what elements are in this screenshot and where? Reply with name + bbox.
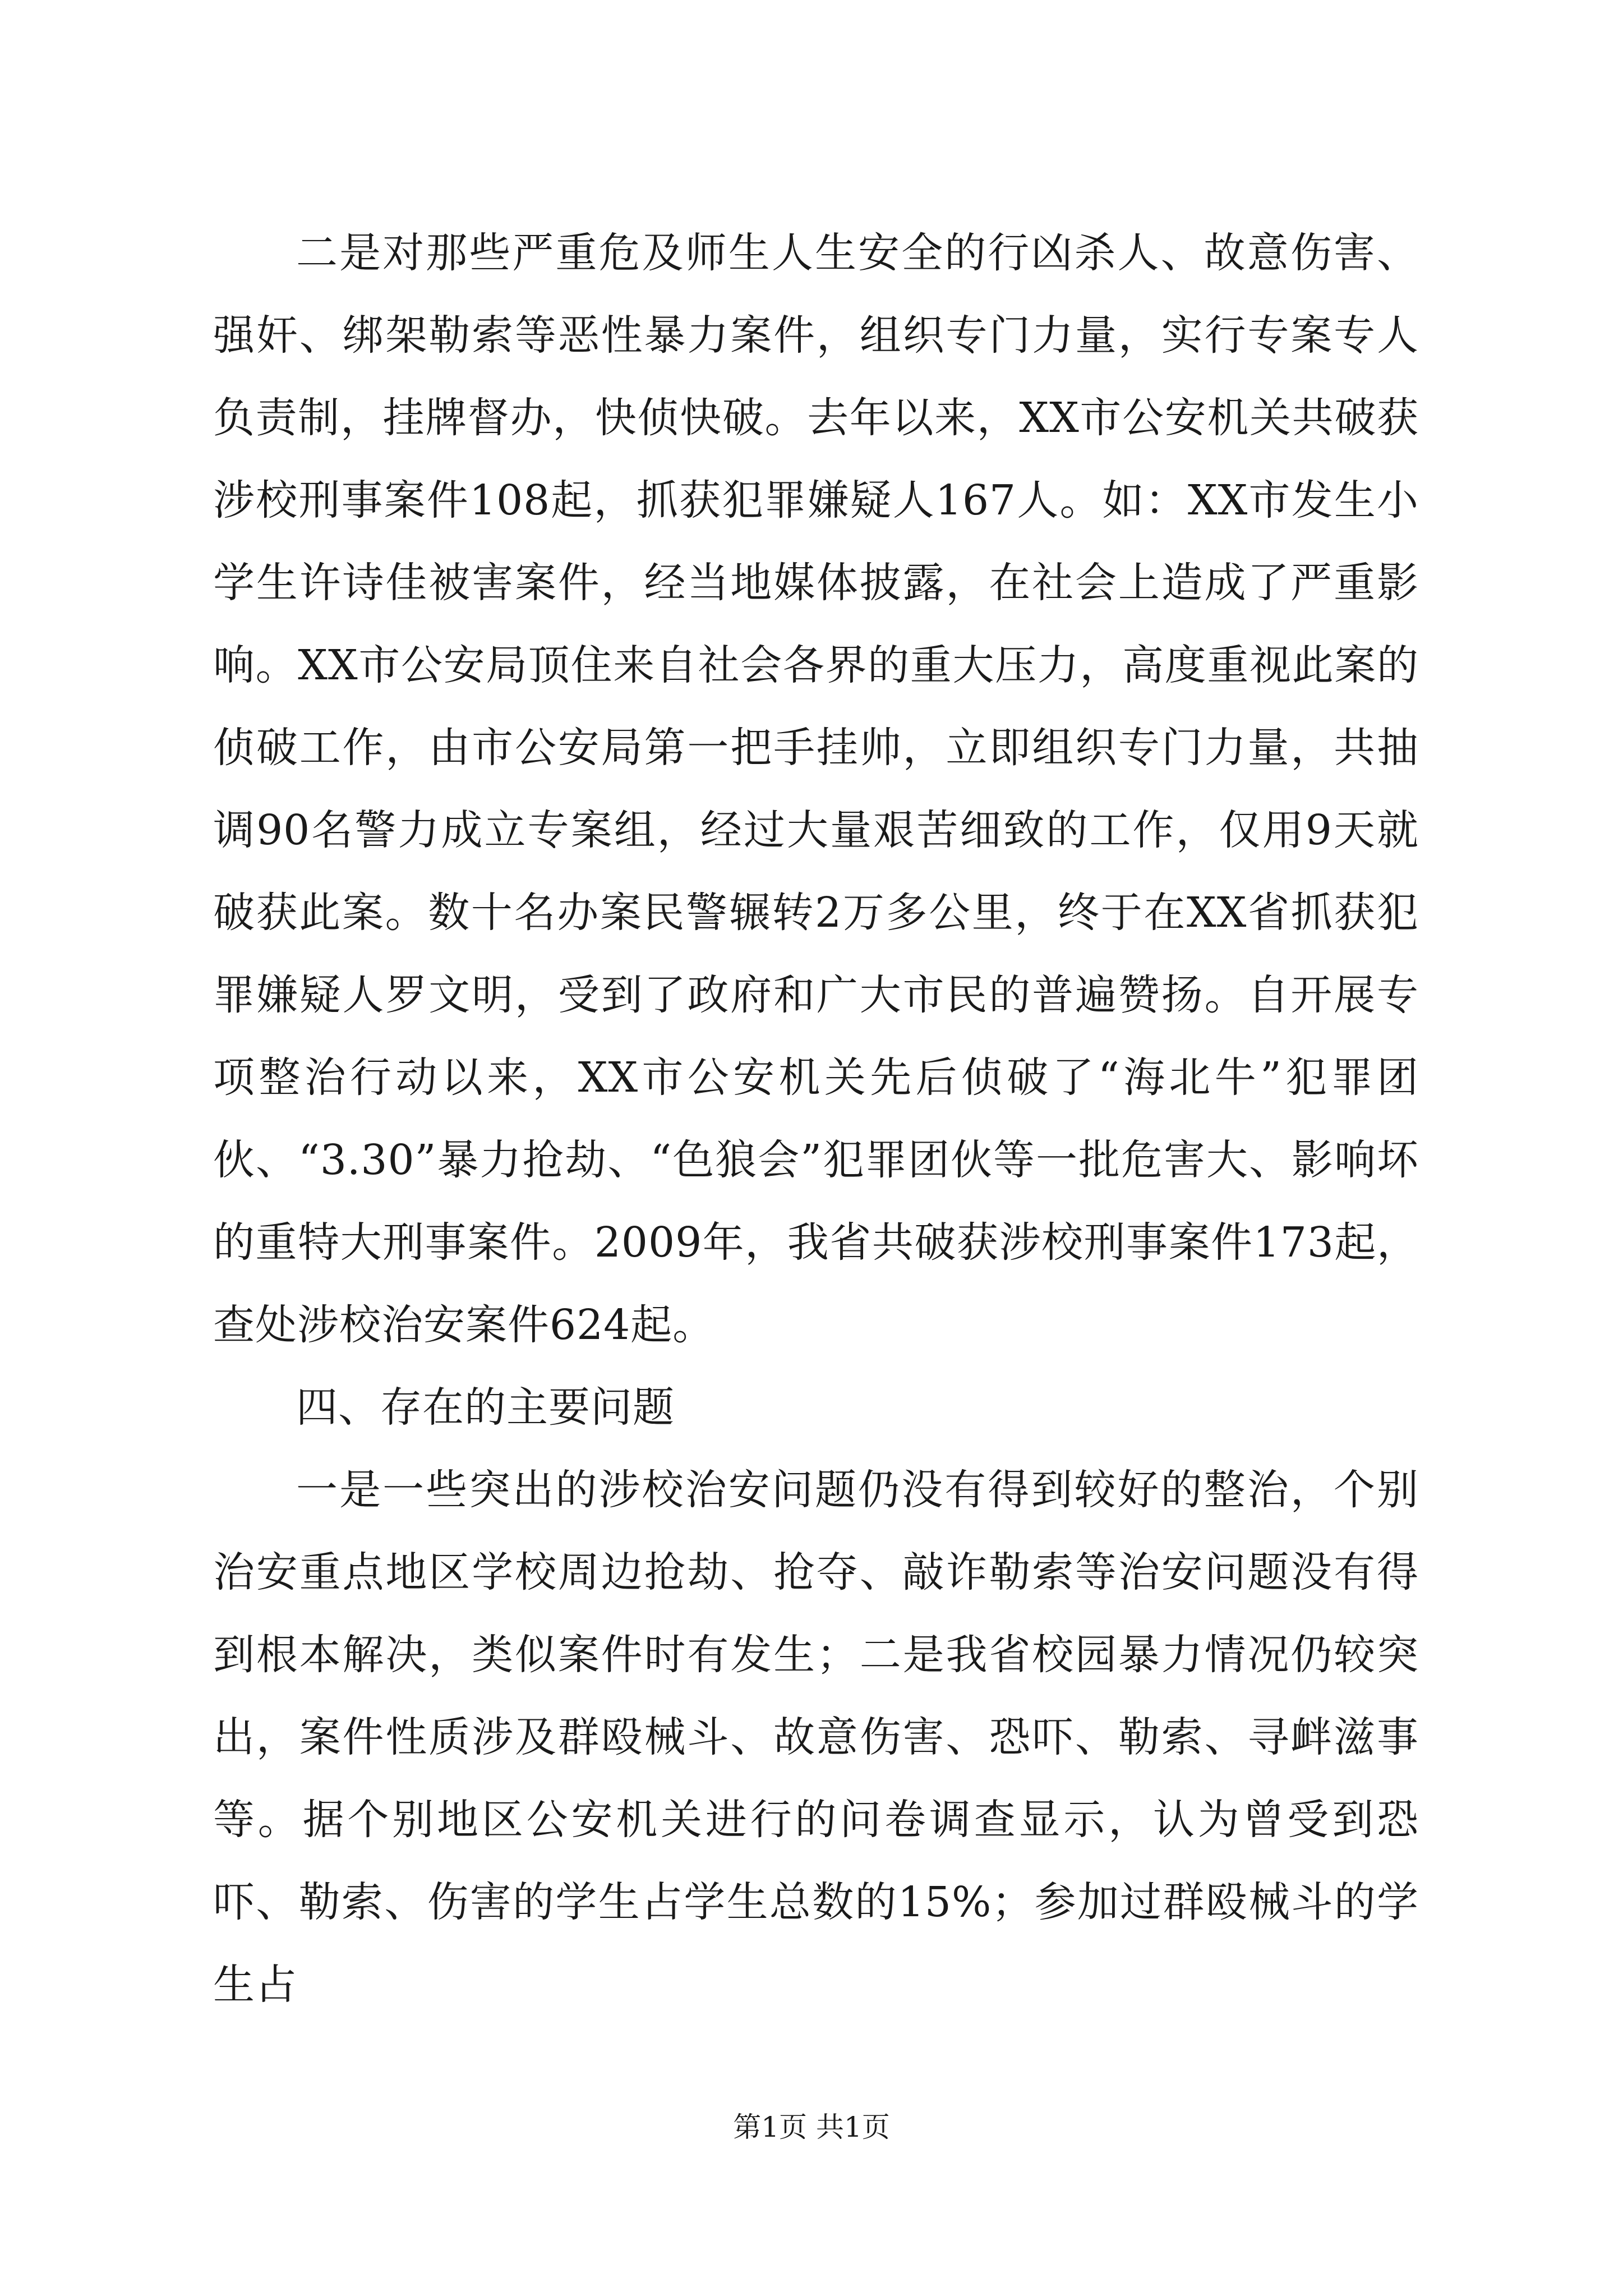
page-footer: 第1页 共1页 [733, 2111, 890, 2143]
section-heading-main-problems: 四、存在的主要问题 [296, 1383, 675, 1432]
document-body [213, 212, 1419, 2026]
paragraph-case-handling: 二是对那些严重危及师生人生安全的行凶杀人、故意伤害、强奸、绑架勒索等恶性暴力案件，组织专门力量，实行专案专人负责制，挂牌督办，快侦快破。去年以来，XX市公安机关共破获涉校刑事案件108起，抓获犯罪嫌疑人167人。如：XX市发生小学生许诗佳被害案件，经当地媒体披露，在社会上造成了严重影响。XX市公安局顶住来自社会各界的重大压力，高度重视此案的侦破工作，由市公安局第一把手挂帅，立即组织专门力量，共抽调90名警力成立专案组，经过大量艰苦细致的工作，仅用9天就破获此案。数十名办案民警辗转2万多公里，终于在XX省抓获犯罪嫌疑人罗文明，受到了政府和广大市民的普遍赞扬。自开展专项整治行动以来，XX市公安机关先后侦破了“海北牛”犯罪团伙、“3.30”暴力抢劫、“色狼会”犯罪团伙等一批危害大、影响坏的重特大刑事案件。2009年，我省共破获涉校刑事案件173起，查处涉校治安案件624起。 [213, 229, 1419, 1349]
paragraph-problems: 一是一些突出的涉校治安问题仍没有得到较好的整治，个别治安重点地区学校周边抢劫、抢夺、敲诈勒索等治安问题没有得到根本解决，类似案件时有发生；二是我省校园暴力情况仍较突出，案件性质涉及群殴械斗、故意伤害、恐吓、勒索、寻衅滋事等。据个别地区公安机关进行的问卷调查显示，认为曾受到恐吓、勒索、伤害的学生占学生总数的15%；参加过群殴械斗的学生占 [213, 1466, 1419, 2009]
